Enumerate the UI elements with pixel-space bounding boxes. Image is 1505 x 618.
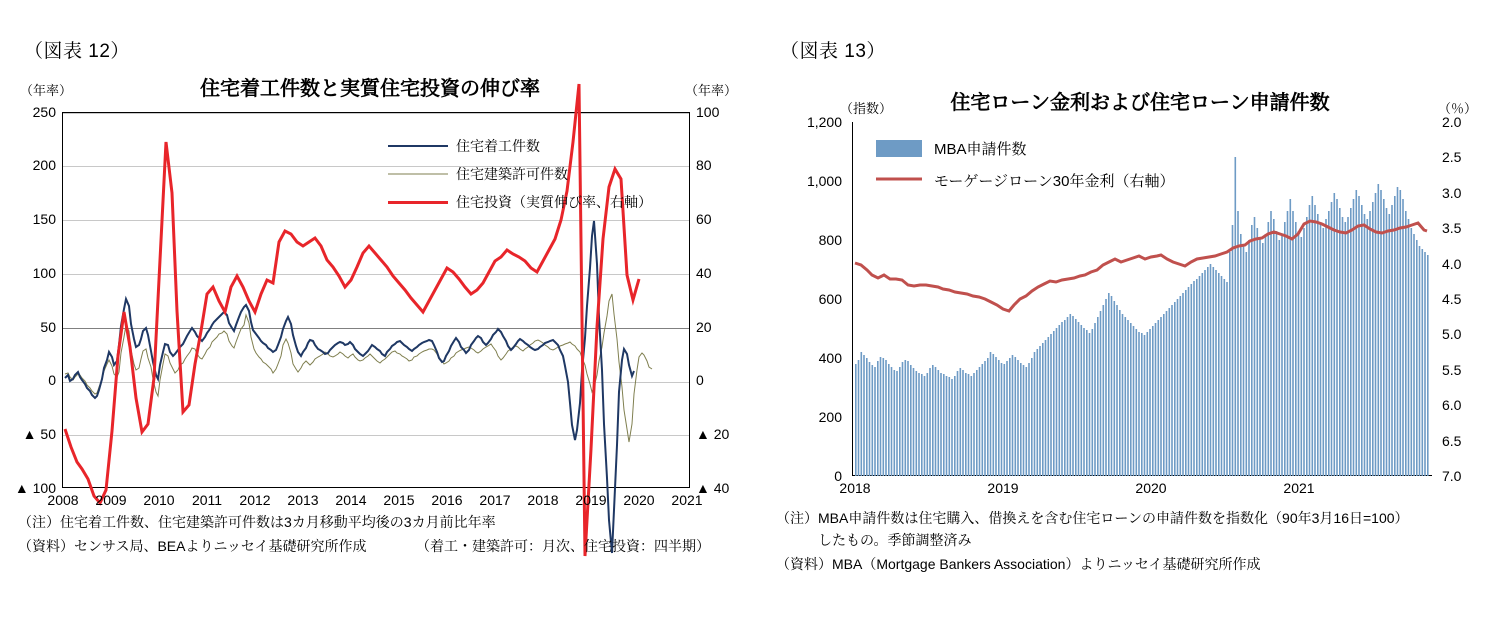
left-xtick-2009: 2009 [95,492,127,508]
left-y2tick-40: 40 [696,265,712,281]
right-y2tick-2p5: 2.5 [1442,149,1462,165]
left-note-2: （資料）センサス局、BEAよりニッセイ基礎研究所作成 [18,538,367,554]
right-note-3: （資料）MBA（Mortgage Bankers Association）よりニッセイ基礎研究所作成 [776,556,1261,572]
right-xtick-2019: 2019 [987,480,1019,496]
right-ytick-800: 800 [818,232,842,248]
left-y2tick-60: 60 [696,211,712,227]
series-residential-investment-line [65,84,639,556]
left-xtick-2008: 2008 [47,492,79,508]
left-xtick-2012: 2012 [239,492,271,508]
left-ytick-250: 250 [32,104,56,120]
right-ytick-200: 200 [818,409,842,425]
left-axis-unit-left: （年率） [20,83,73,98]
right-y2tick-2p0: 2.0 [1442,114,1462,130]
left-ytick-neg100: ▲ 100 [14,480,56,496]
left-note-3: （着工・建築許可：月次、住宅投資：四半期） [416,538,710,554]
right-note-2: したもの。季節調整済み [776,532,972,548]
right-chart-title: 住宅ローン金利および住宅ローン申請件数 [950,92,1330,114]
right-figure-label: （図表 13） [780,41,886,62]
right-note-1: （注）MBA申請件数は住宅購入、借換えを含む住宅ローンの申請件数を指数化（90年3月16日=100） [776,510,1409,526]
right-ytick-1200: 1,200 [806,114,842,130]
legend-swatch-permits [388,172,448,176]
legend-label-investment: 住宅投資（実質伸び率、右軸） [456,194,652,210]
right-axis-unit-left: （指数） [840,101,893,116]
right-y2tick-3p5: 3.5 [1442,220,1462,236]
left-xtick-2010: 2010 [143,492,175,508]
right-axis-unit-right: （％） [1438,101,1478,116]
right-y2tick-4p5: 4.5 [1442,291,1462,307]
series-mortgage-rate-line [855,221,1427,311]
legend-swatch-mba [876,140,922,157]
right-ytick-1000: 1,000 [806,173,842,189]
legend-label-starts: 住宅着工件数 [456,138,540,154]
left-y2tick-80: 80 [696,157,712,173]
bars-mba-applications [855,157,1429,476]
left-axis-unit-right: （年率） [685,83,738,98]
right-ytick-400: 400 [818,350,842,366]
right-y2tick-5p0: 5.0 [1442,326,1462,342]
left-ytick-50: 50 [40,319,56,335]
right-xtick-2018: 2018 [839,480,871,496]
left-xtick-2017: 2017 [479,492,511,508]
left-ytick-100: 100 [32,265,56,281]
left-xtick-2020: 2020 [623,492,655,508]
legend-label-permits: 住宅建築許可件数 [456,166,568,182]
left-figure-label: （図表 12） [24,41,130,62]
legend-swatch-rate [876,176,922,182]
right-ytick-600: 600 [818,291,842,307]
right-y2tick-3p0: 3.0 [1442,185,1462,201]
left-xtick-2018: 2018 [527,492,559,508]
left-ytick-150: 150 [32,211,56,227]
legend-label-rate: モーゲージローン30年金利（右軸） [934,173,1175,190]
left-series-svg [63,113,691,489]
right-y2tick-4p0: 4.0 [1442,256,1462,272]
right-y2tick-5p5: 5.5 [1442,362,1462,378]
right-xtick-2021: 2021 [1283,480,1315,496]
left-xtick-2013: 2013 [287,492,319,508]
right-chart-panel [760,0,1505,618]
left-ytick-200: 200 [32,157,56,173]
legend-swatch-investment [388,200,448,205]
left-ytick-0: 0 [48,372,56,388]
left-y2tick-100: 100 [696,104,720,120]
left-y2tick-neg20: ▲ 20 [696,426,730,442]
left-xtick-2015: 2015 [383,492,415,508]
left-xtick-2014: 2014 [335,492,367,508]
left-y2tick-0: 0 [696,372,704,388]
left-xtick-2016: 2016 [431,492,463,508]
left-chart-title: 住宅着工件数と実質住宅投資の伸び率 [200,78,540,100]
left-ytick-neg50: ▲ 50 [22,426,56,442]
left-xtick-2011: 2011 [191,492,223,508]
left-xtick-2021: 2021 [671,492,703,508]
legend-label-mba: MBA申請件数 [934,141,1027,158]
right-y2tick-6p5: 6.5 [1442,433,1462,449]
left-plot-area [62,112,690,488]
left-y2tick-20: 20 [696,319,712,335]
right-ytick-0: 0 [834,468,842,484]
legend-swatch-starts [388,144,448,148]
left-note-1: （注）住宅着工件数、住宅建築許可件数は3カ月移動平均後の3カ月前比年率 [18,514,496,530]
left-xtick-2019: 2019 [575,492,607,508]
right-y2tick-7p0: 7.0 [1442,468,1462,484]
right-y2tick-6p0: 6.0 [1442,397,1462,413]
right-xtick-2020: 2020 [1135,480,1167,496]
left-y2tick-neg40: ▲ 40 [696,480,730,496]
